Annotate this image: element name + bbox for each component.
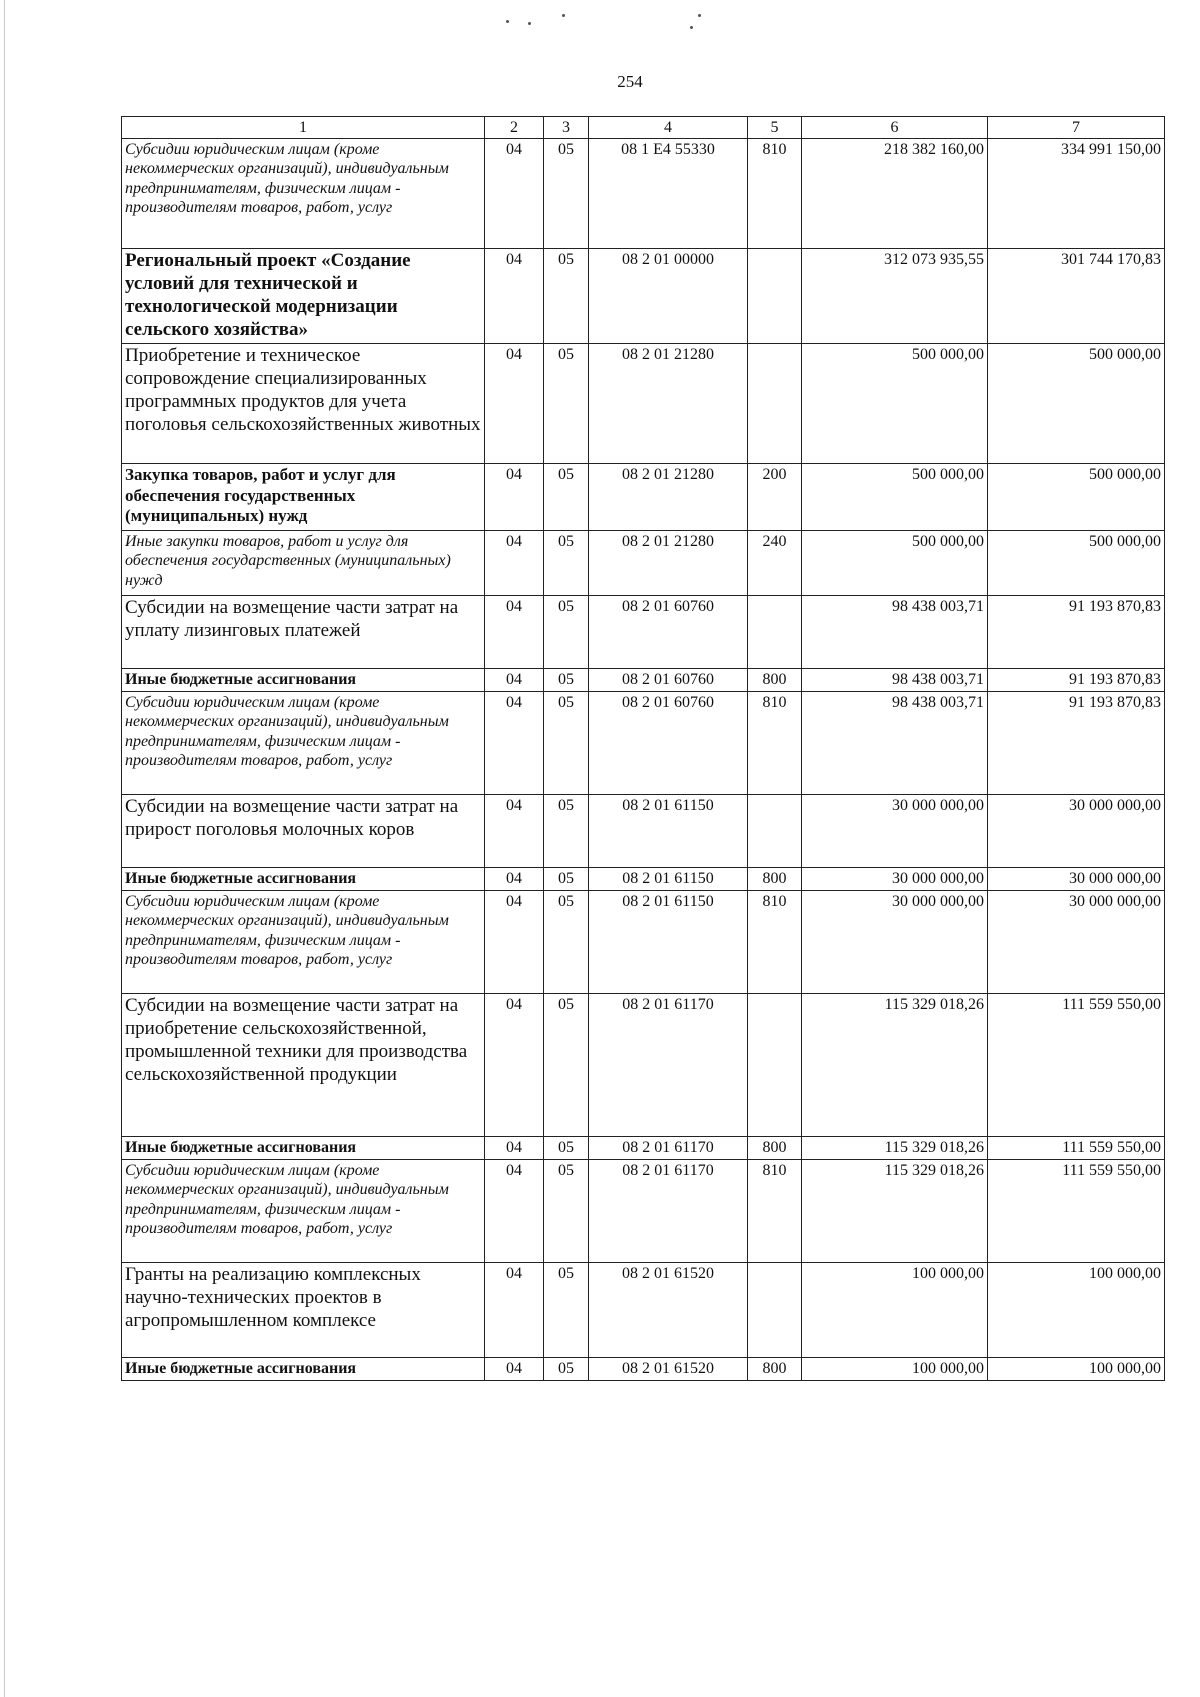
- cell-expense-type: 240: [748, 531, 802, 596]
- column-header: 7: [988, 117, 1165, 139]
- cell-expense-type: [748, 344, 802, 464]
- cell-amount-year-1: 98 438 003,71: [802, 692, 988, 795]
- cell-amount-year-1: 30 000 000,00: [802, 868, 988, 891]
- cell-target-article: 08 2 01 60760: [589, 669, 748, 692]
- table-row: [122, 891, 1165, 994]
- row-name: Субсидии на возмещение части затрат на приобретение сельскохозяйственной, промышленной техники для производства сельскохозяйственной продукции: [122, 994, 485, 1137]
- cell-section: 04: [485, 669, 544, 692]
- cell-expense-type: 800: [748, 669, 802, 692]
- scan-speck: [528, 22, 531, 25]
- cell-amount-year-2: 30 000 000,00: [988, 891, 1165, 994]
- cell-section: 04: [485, 692, 544, 795]
- cell-target-article: 08 2 01 61170: [589, 994, 748, 1137]
- cell-subsection: 05: [544, 344, 589, 464]
- cell-section: 04: [485, 596, 544, 669]
- row-name: Субсидии на возмещение части затрат на уплату лизинговых платежей: [122, 596, 485, 669]
- row-name: Гранты на реализацию комплексных научно-технических проектов в агропромышленном комплексе: [122, 1263, 485, 1358]
- cell-target-article: 08 2 01 00000: [589, 249, 748, 344]
- row-name: Иные закупки товаров, работ и услуг для обеспечения государственных (муниципальных) нужд: [122, 531, 485, 596]
- table-row: [122, 994, 1165, 1137]
- cell-section: 04: [485, 891, 544, 994]
- cell-section: 04: [485, 531, 544, 596]
- cell-target-article: 08 2 01 61150: [589, 868, 748, 891]
- table-row: [122, 249, 1165, 344]
- scan-speck: [690, 26, 693, 29]
- table-row: [122, 139, 1165, 249]
- cell-amount-year-1: 98 438 003,71: [802, 669, 988, 692]
- cell-subsection: 05: [544, 531, 589, 596]
- cell-amount-year-2: 91 193 870,83: [988, 669, 1165, 692]
- cell-section: 04: [485, 344, 544, 464]
- row-name: Субсидии на возмещение части затрат на прирост поголовья молочных коров: [122, 795, 485, 868]
- cell-expense-type: [748, 249, 802, 344]
- cell-subsection: 05: [544, 868, 589, 891]
- scan-speck: [506, 20, 509, 23]
- page-number: 254: [617, 72, 643, 91]
- column-header: 3: [544, 117, 589, 139]
- cell-section: 04: [485, 464, 544, 531]
- cell-expense-type: 810: [748, 1160, 802, 1263]
- cell-subsection: 05: [544, 139, 589, 249]
- cell-subsection: 05: [544, 692, 589, 795]
- cell-expense-type: 800: [748, 1137, 802, 1160]
- cell-amount-year-2: 500 000,00: [988, 344, 1165, 464]
- cell-expense-type: 810: [748, 891, 802, 994]
- cell-amount-year-2: 301 744 170,83: [988, 249, 1165, 344]
- cell-expense-type: [748, 596, 802, 669]
- cell-amount-year-1: 30 000 000,00: [802, 795, 988, 868]
- table-row: [122, 692, 1165, 795]
- cell-subsection: 05: [544, 795, 589, 868]
- cell-target-article: 08 2 01 61520: [589, 1358, 748, 1381]
- column-header: 2: [485, 117, 544, 139]
- cell-subsection: 05: [544, 1358, 589, 1381]
- cell-subsection: 05: [544, 994, 589, 1137]
- cell-amount-year-2: 91 193 870,83: [988, 692, 1165, 795]
- cell-amount-year-1: 500 000,00: [802, 464, 988, 531]
- table-row: [122, 344, 1165, 464]
- row-name: Приобретение и техническое сопровождение специализированных программных продуктов для учета поголовья сельскохозяйственных животных: [122, 344, 485, 464]
- cell-target-article: 08 2 01 21280: [589, 464, 748, 531]
- cell-section: 04: [485, 139, 544, 249]
- cell-section: 04: [485, 868, 544, 891]
- budget-table: [121, 116, 1165, 1381]
- row-name: Иные бюджетные ассигнования: [122, 1358, 485, 1381]
- cell-amount-year-1: 500 000,00: [802, 344, 988, 464]
- cell-section: 04: [485, 1263, 544, 1358]
- table-header-row: [122, 117, 1165, 139]
- cell-amount-year-2: 500 000,00: [988, 464, 1165, 531]
- cell-subsection: 05: [544, 1263, 589, 1358]
- table-row: [122, 669, 1165, 692]
- cell-amount-year-1: 100 000,00: [802, 1263, 988, 1358]
- row-name: Иные бюджетные ассигнования: [122, 1137, 485, 1160]
- cell-target-article: 08 1 E4 55330: [589, 139, 748, 249]
- cell-expense-type: 800: [748, 868, 802, 891]
- row-name: Субсидии юридическим лицам (кроме некоммерческих организаций), индивидуальным предпринимателям, физическим лицам - производителям товаров, работ, услуг: [122, 139, 485, 249]
- cell-expense-type: 800: [748, 1358, 802, 1381]
- cell-amount-year-2: 111 559 550,00: [988, 1137, 1165, 1160]
- cell-expense-type: 810: [748, 692, 802, 795]
- table-body: [122, 117, 1165, 1381]
- cell-amount-year-1: 98 438 003,71: [802, 596, 988, 669]
- row-name: Закупка товаров, работ и услуг для обеспечения государственных (муниципальных) нужд: [122, 464, 485, 531]
- cell-section: 04: [485, 994, 544, 1137]
- cell-section: 04: [485, 795, 544, 868]
- column-header: 6: [802, 117, 988, 139]
- cell-amount-year-2: 30 000 000,00: [988, 868, 1165, 891]
- column-header: 4: [589, 117, 748, 139]
- cell-subsection: 05: [544, 596, 589, 669]
- scan-edge-line: [4, 0, 5, 1697]
- table-row: [122, 795, 1165, 868]
- cell-amount-year-1: 115 329 018,26: [802, 1137, 988, 1160]
- table-row: [122, 531, 1165, 596]
- table-row: [122, 596, 1165, 669]
- cell-amount-year-1: 100 000,00: [802, 1358, 988, 1381]
- cell-target-article: 08 2 01 21280: [589, 344, 748, 464]
- cell-subsection: 05: [544, 891, 589, 994]
- cell-amount-year-2: 334 991 150,00: [988, 139, 1165, 249]
- cell-target-article: 08 2 01 60760: [589, 596, 748, 669]
- row-name: Субсидии юридическим лицам (кроме некоммерческих организаций), индивидуальным предпринимателям, физическим лицам - производителям товаров, работ, услуг: [122, 1160, 485, 1263]
- scan-speck: [698, 14, 701, 17]
- cell-amount-year-2: 100 000,00: [988, 1263, 1165, 1358]
- table-row: [122, 1160, 1165, 1263]
- cell-amount-year-2: 111 559 550,00: [988, 1160, 1165, 1263]
- table-row: [122, 1137, 1165, 1160]
- cell-expense-type: 810: [748, 139, 802, 249]
- cell-subsection: 05: [544, 669, 589, 692]
- cell-target-article: 08 2 01 61170: [589, 1137, 748, 1160]
- cell-target-article: 08 2 01 61170: [589, 1160, 748, 1263]
- cell-amount-year-2: 100 000,00: [988, 1358, 1165, 1381]
- table-row: [122, 464, 1165, 531]
- cell-target-article: 08 2 01 60760: [589, 692, 748, 795]
- cell-subsection: 05: [544, 249, 589, 344]
- row-name: Субсидии юридическим лицам (кроме некоммерческих организаций), индивидуальным предпринимателям, физическим лицам - производителям товаров, работ, услуг: [122, 891, 485, 994]
- cell-amount-year-2: 111 559 550,00: [988, 994, 1165, 1137]
- cell-section: 04: [485, 1137, 544, 1160]
- row-name: Субсидии юридическим лицам (кроме некоммерческих организаций), индивидуальным предпринимателям, физическим лицам - производителям товаров, работ, услуг: [122, 692, 485, 795]
- cell-target-article: 08 2 01 61520: [589, 1263, 748, 1358]
- row-name: Региональный проект «Создание условий для технической и технологической модернизации сельского хозяйства»: [122, 249, 485, 344]
- cell-amount-year-1: 312 073 935,55: [802, 249, 988, 344]
- cell-amount-year-2: 30 000 000,00: [988, 795, 1165, 868]
- table-row: [122, 868, 1165, 891]
- cell-target-article: 08 2 01 61150: [589, 891, 748, 994]
- cell-section: 04: [485, 1160, 544, 1263]
- cell-target-article: 08 2 01 61150: [589, 795, 748, 868]
- cell-amount-year-1: 500 000,00: [802, 531, 988, 596]
- cell-amount-year-1: 30 000 000,00: [802, 891, 988, 994]
- cell-subsection: 05: [544, 464, 589, 531]
- cell-expense-type: [748, 1263, 802, 1358]
- cell-expense-type: [748, 795, 802, 868]
- row-name: Иные бюджетные ассигнования: [122, 868, 485, 891]
- cell-subsection: 05: [544, 1137, 589, 1160]
- cell-section: 04: [485, 1358, 544, 1381]
- cell-expense-type: [748, 994, 802, 1137]
- table-row: [122, 1263, 1165, 1358]
- cell-amount-year-1: 115 329 018,26: [802, 1160, 988, 1263]
- row-name: Иные бюджетные ассигнования: [122, 669, 485, 692]
- table-row: [122, 1358, 1165, 1381]
- cell-target-article: 08 2 01 21280: [589, 531, 748, 596]
- column-header: 1: [122, 117, 485, 139]
- cell-amount-year-2: 500 000,00: [988, 531, 1165, 596]
- cell-amount-year-2: 91 193 870,83: [988, 596, 1165, 669]
- scan-speck: [562, 14, 565, 17]
- cell-expense-type: 200: [748, 464, 802, 531]
- cell-subsection: 05: [544, 1160, 589, 1263]
- cell-amount-year-1: 218 382 160,00: [802, 139, 988, 249]
- cell-amount-year-1: 115 329 018,26: [802, 994, 988, 1137]
- cell-section: 04: [485, 249, 544, 344]
- column-header: 5: [748, 117, 802, 139]
